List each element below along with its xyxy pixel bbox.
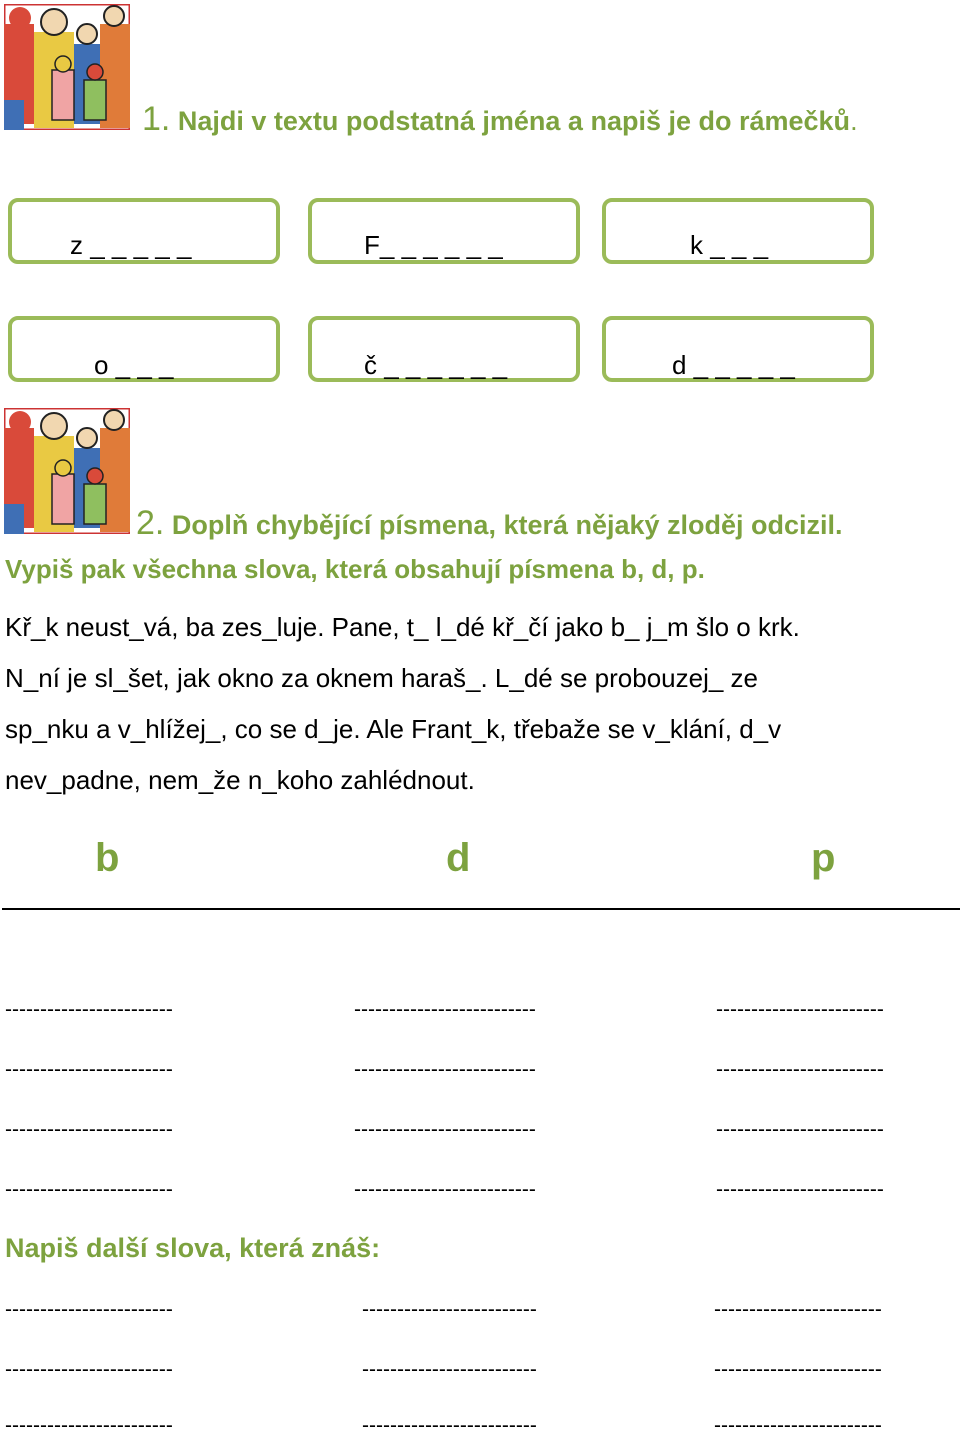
answer-box-3-hint: k _ _ _ <box>690 230 769 260</box>
passage-line-4: nev_padne, nem_že n_koho zahlédnout. <box>5 765 475 795</box>
task-3-heading: Napiš další slova, která znáš: <box>5 1233 381 1263</box>
answer-line[interactable]: ------------------------ <box>716 998 884 1021</box>
people-crowd-illustration <box>4 408 130 534</box>
answer-line[interactable]: ------------------------ <box>5 1298 173 1321</box>
answer-line[interactable]: ------------------------ <box>714 1414 882 1437</box>
answer-line[interactable]: ------------------------ <box>716 1118 884 1141</box>
divider-line <box>2 908 960 910</box>
passage-line-3: sp_nku a v_hlížej_, co se d_je. Ale Frant_k, třebaže se v_klání, d_v <box>5 714 782 744</box>
column-p-label: p <box>811 836 836 880</box>
answer-line[interactable]: -------------------------- <box>354 998 536 1021</box>
answer-line[interactable]: -------------------------- <box>354 1178 536 1201</box>
answer-line[interactable]: ------------------------ <box>5 1118 173 1141</box>
answer-line[interactable]: ------------------------ <box>5 1358 173 1381</box>
answer-line[interactable]: ------------------------- <box>362 1358 537 1381</box>
answer-line[interactable]: ------------------------ <box>714 1358 882 1381</box>
answer-line[interactable]: ------------------------ <box>5 1058 173 1081</box>
answer-line[interactable]: ------------------------- <box>362 1414 537 1437</box>
task-2-line-1: Doplň chybějící písmena, která nějaký zloděj odcizil. <box>164 510 843 540</box>
answer-line[interactable]: ------------------------ <box>716 1058 884 1081</box>
task-1-heading <box>142 100 858 139</box>
answer-line[interactable]: ------------------------ <box>5 1414 173 1437</box>
answer-line[interactable]: ------------------------- <box>362 1298 537 1321</box>
answer-line[interactable]: -------------------------- <box>354 1058 536 1081</box>
answer-line[interactable]: ------------------------ <box>5 998 173 1021</box>
answer-line[interactable]: ------------------------ <box>716 1178 884 1201</box>
column-d-label: d <box>446 836 471 880</box>
answer-box-2-hint: F_ _ _ _ _ _ <box>364 230 503 260</box>
column-b-label: b <box>95 836 120 880</box>
passage-line-1: Kř_k neust_vá, ba zes_luje. Pane, t_ l_dé kř_čí jako b_ j_m šlo o krk. <box>5 612 800 642</box>
task-1-number: 1. <box>142 100 171 138</box>
answer-box-6-hint: d _ _ _ _ _ <box>672 350 795 380</box>
answer-line[interactable]: ------------------------ <box>5 1178 173 1201</box>
task-2-line-2: Vypiš pak všechna slova, která obsahují písmena b, d, p. <box>5 554 705 584</box>
answer-box-1-hint: z _ _ _ _ _ <box>70 230 192 260</box>
people-crowd-illustration <box>4 4 130 130</box>
task-1-end: . <box>850 106 858 136</box>
answer-line[interactable]: -------------------------- <box>354 1118 536 1141</box>
task-2-number: 2. <box>136 504 165 542</box>
task-1-text: Najdi v textu podstatná jména a napiš je do rámečků <box>170 106 851 136</box>
answer-line[interactable]: ------------------------ <box>714 1298 882 1321</box>
task-2-heading <box>136 504 843 543</box>
passage-line-2: N_ní je sl_šet, jak okno za oknem haraš_. L_dé se probouzej_ ze <box>5 663 759 693</box>
answer-box-4-hint: o _ _ _ <box>94 350 174 380</box>
answer-box-5-hint: č _ _ _ _ _ _ <box>364 350 508 380</box>
